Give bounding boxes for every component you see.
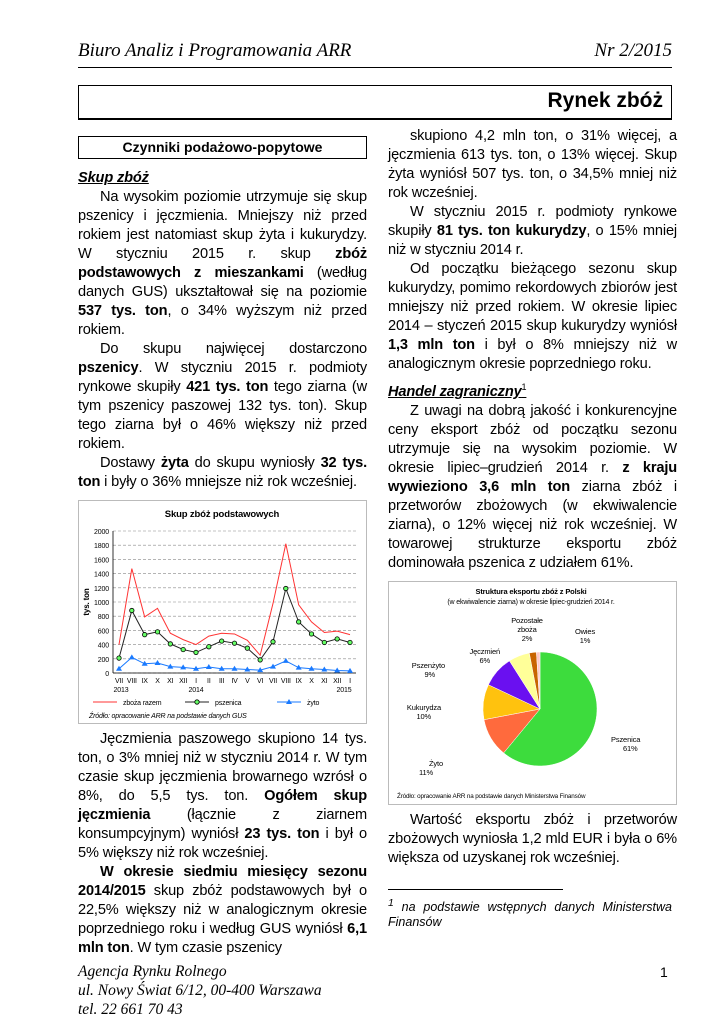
chart-source: Źródło: opracowanie ARR na podstawie danych Ministerstwa Finansów xyxy=(397,792,586,800)
paragraph xyxy=(388,402,677,573)
text: Do skupu najwięcej dostarczono xyxy=(100,341,367,357)
bold-text: 421 tys. ton xyxy=(186,379,269,395)
text: Jęczmienia paszowego skupiono 14 tys. ton, o 3% mniej niż w styczniu 2014 r. W tym czasie skup jęczmienia browarnego wzrósł o 8%, do 5,5 tys. ton. xyxy=(78,731,367,804)
footer-org: Agencja Rynku Rolnego xyxy=(78,963,227,980)
issue-number: Nr 2/2015 xyxy=(594,40,672,61)
text: Wartość eksportu zbóż i przetworów zbożowych wyniosła 1,2 mld EUR i była o 6% większa od uzyskanej rok wcześniej. xyxy=(388,811,677,866)
bold-text: 6,1 mln ton xyxy=(78,921,367,956)
slice-label: Żyto xyxy=(429,758,443,768)
chart-title: Struktura eksportu zbóż z Polski xyxy=(475,586,587,596)
x-tick-label: IV xyxy=(231,678,238,685)
data-point xyxy=(296,665,302,670)
data-point xyxy=(168,642,172,646)
title-box xyxy=(78,85,672,120)
slice-percent: 2% xyxy=(521,633,533,643)
paragraph xyxy=(78,730,367,863)
section-heading: Czynniki podażowo-popytowe xyxy=(78,136,367,159)
left-column xyxy=(78,136,367,958)
text: , o 34% wyższym niż przed rokiem. xyxy=(78,303,368,338)
legend-label: żyto xyxy=(307,700,320,707)
text: skupiono 4,2 mln ton, o 31% więcej, a jęczmienia 613 tys. ton, o 13% więcej. Skup żyta wyniósł 507 tys. ton, o 34,5% mniej niż rok wcześniej. xyxy=(388,128,677,201)
slice-label: Pszenżyto xyxy=(411,660,445,670)
footnote xyxy=(388,896,672,930)
y-tick-label: 400 xyxy=(97,642,109,650)
x-tick-label: XI xyxy=(167,678,174,685)
y-axis-label: tys. ton xyxy=(82,588,91,616)
slice-percent: 1% xyxy=(579,635,591,645)
x-tick-label: I xyxy=(349,678,351,685)
bold-text: zbóż podstawowych z mieszankami xyxy=(78,246,367,281)
y-tick-label: 200 xyxy=(97,656,109,664)
text: skup zbóż podstawowych był o 22,5% większy niż w analogicznym okresie poprzedniego roku i według GUS wyniósł xyxy=(78,883,367,937)
line-chart xyxy=(78,500,367,724)
data-point xyxy=(155,630,159,634)
data-point xyxy=(322,640,326,644)
text: do skupu wyniosły xyxy=(188,455,321,471)
bold-text: 23 tys. ton xyxy=(244,826,320,842)
paragraph xyxy=(78,863,367,958)
x-tick-label: I xyxy=(195,678,197,685)
data-point xyxy=(245,646,249,650)
slice-label: zboża xyxy=(517,624,537,634)
y-tick-label: 1600 xyxy=(94,557,109,565)
text: i był o 5% większy niż rok wcześniej. xyxy=(78,826,367,861)
x-tick-label: XI xyxy=(321,678,328,685)
page-number: 1 xyxy=(660,964,668,980)
slice-percent: 11% xyxy=(418,767,433,777)
text: Dostawy xyxy=(100,455,161,471)
text: Na wysokim poziomie utrzymuje się skup pszenicy i jęczmienia. Mniejszy niż przed rokiem jest natomiast skup żyta i kukurydzy. W styczniu 2015 r. skup xyxy=(78,189,367,262)
subheading-handel xyxy=(388,378,677,402)
slice-percent: 6% xyxy=(479,655,490,665)
legend-label: pszenica xyxy=(215,700,242,707)
data-point xyxy=(284,586,288,590)
footnote-text: na podstawie wstępnych danych Ministerstwa Finansów xyxy=(388,900,672,930)
pie-chart-svg xyxy=(389,582,674,804)
data-point xyxy=(309,632,313,636)
bold-text: Ogółem skup jęczmienia xyxy=(78,788,367,823)
data-point xyxy=(348,640,352,644)
y-tick-label: 1200 xyxy=(94,585,109,593)
legend-label: zboża razem xyxy=(123,700,162,707)
x-tick-label: IX xyxy=(141,678,148,685)
paragraph xyxy=(388,811,677,868)
paragraph xyxy=(388,203,677,260)
footnote-rule xyxy=(388,889,563,890)
x-tick-label: II xyxy=(207,678,211,685)
slice-percent: 9% xyxy=(424,669,435,679)
data-point xyxy=(296,620,300,624)
bold-text: W okresie siedmiu miesięcy sezonu 2014/2015 xyxy=(78,864,367,899)
y-tick-label: 0 xyxy=(105,671,109,678)
data-point xyxy=(271,640,275,644)
data-point xyxy=(219,639,223,643)
slice-label: Jęczmień xyxy=(469,646,500,656)
text: Od początku bieżącego sezonu skup kukurydzy, pomimo rekordowych zbiorów jest mniejszy niż przed rokiem. W okresie lipiec 2014 – styczeń 2015 skup kukurydzy wyniósł xyxy=(388,261,677,334)
slice-percent: 10% xyxy=(416,711,431,721)
data-point xyxy=(117,656,121,660)
data-point xyxy=(142,632,146,636)
x-tick-label: VII xyxy=(268,678,278,685)
x-tick-label: III xyxy=(218,678,225,685)
bold-text: 81 tys. ton kukurydzy xyxy=(436,223,587,239)
footer-address xyxy=(78,962,322,1019)
x-tick-label: VIII xyxy=(126,678,137,685)
year-label: 2014 xyxy=(188,687,204,694)
x-tick-label: VII xyxy=(114,678,124,685)
slice-label: Pszenica xyxy=(611,734,641,744)
bold-text: 32 tys. ton xyxy=(78,455,367,490)
paragraph xyxy=(388,127,677,203)
bold-text: 1,3 mln ton xyxy=(388,337,475,353)
chart-title: Skup zbóż podstawowych xyxy=(164,509,280,520)
x-tick-label: XII xyxy=(179,678,188,685)
bold-text: 537 tys. ton xyxy=(78,303,168,319)
bold-text: z kraju wywieziono 3,6 mln ton xyxy=(388,459,677,495)
paragraph xyxy=(388,260,677,374)
text: (według danych GUS) ukształtował się na poziomie xyxy=(78,265,367,300)
text: ziarna zbóż i przetworów zbożowych (w ekwiwalencie ziarna), o 12% więcej niż rok wcześniej. W towarowej strukturze eksportu zbóż dominowała pszenica z udziałem 61%. xyxy=(388,478,677,571)
y-tick-label: 1800 xyxy=(94,543,109,551)
bold-text: żyta xyxy=(160,455,189,471)
footnote-number: 1 xyxy=(388,898,394,909)
footer-phone: tel. 22 661 70 43 xyxy=(78,1001,183,1018)
data-point xyxy=(232,666,238,671)
x-tick-label: XII xyxy=(333,678,342,685)
data-point xyxy=(232,641,236,645)
year-label: 2015 xyxy=(336,687,352,694)
data-point xyxy=(155,660,161,665)
y-tick-label: 600 xyxy=(97,628,109,636)
series-line-0 xyxy=(119,544,350,655)
text: Z uwagi na dobrą jakość i konkurencyjne ceny eksport zbóż od początku sezonu utrzymuje się na wysokim poziomie. W okresie lipiec–grudzień 2014 r. xyxy=(388,402,677,476)
data-point xyxy=(207,645,211,649)
data-point xyxy=(130,608,134,612)
data-point xyxy=(194,650,198,654)
text: i były o 36% mniejsze niż rok wcześniej. xyxy=(100,474,357,490)
paragraph xyxy=(78,340,367,454)
y-tick-label: 800 xyxy=(97,614,109,622)
slice-percent: 61% xyxy=(623,743,638,753)
x-tick-label: VI xyxy=(257,678,264,685)
footnote-ref[interactable]: 1 xyxy=(521,382,527,392)
pie-chart xyxy=(388,581,677,805)
subheading-text: Handel zagraniczny xyxy=(388,383,522,400)
footer-street: ul. Nowy Świat 6/12, 00-400 Warszawa xyxy=(78,982,322,999)
header-left: Biuro Analiz i Programowania ARR xyxy=(78,40,352,61)
legend-marker xyxy=(195,700,199,704)
y-tick-label: 1000 xyxy=(94,600,109,607)
data-point xyxy=(129,654,135,659)
slice-label: Kukurydza xyxy=(406,702,441,712)
x-tick-label: VIII xyxy=(280,678,291,685)
series-line-1 xyxy=(119,589,350,660)
data-point xyxy=(335,637,339,641)
x-tick-label: V xyxy=(245,678,250,685)
subheading-skup: Skup zbóż xyxy=(78,170,149,186)
year-label: 2013 xyxy=(113,687,129,694)
slice-label: Pozostałe xyxy=(511,615,543,625)
right-column xyxy=(388,127,677,868)
data-point xyxy=(181,647,185,651)
paragraph xyxy=(78,188,367,340)
page-title: Rynek zbóż xyxy=(547,89,663,112)
x-tick-label: X xyxy=(155,678,160,685)
text: . W tym czasie pszenicy xyxy=(129,940,282,956)
data-point xyxy=(258,658,262,662)
bold-text: pszenicy xyxy=(78,360,139,376)
x-tick-label: IX xyxy=(295,678,302,685)
line-chart-svg xyxy=(79,501,366,723)
chart-source: Źródło: opracowanie ARR na podstawie danych GUS xyxy=(89,713,247,720)
header-rule xyxy=(78,67,672,68)
slice-label: Owies xyxy=(574,626,596,636)
chart-subtitle: (w ekwiwalencie ziarna) w okresie lipiec-grudzień 2014 r. xyxy=(447,598,615,606)
text: , o 15% mniej niż w styczniu 2014 r. xyxy=(388,223,678,258)
text: W styczniu 2015 r. podmioty rynkowe skupiły xyxy=(388,204,677,239)
y-tick-label: 2000 xyxy=(94,529,109,536)
text: (łącznie z ziarnem konsumpcyjnym) wyniósł xyxy=(78,807,367,842)
data-point xyxy=(206,664,212,669)
y-tick-label: 1400 xyxy=(94,571,109,579)
text: . W styczniu 2015 r. podmioty rynkowe skupiły xyxy=(78,360,367,395)
text: tego ziarna (w tym pszenicy paszowej 132 tys. ton). Skup tego ziarna był o 46% większy niż przed rokiem. xyxy=(78,379,367,452)
paragraph xyxy=(78,454,367,492)
x-tick-label: X xyxy=(309,678,314,685)
text: i był o 8% mniejszy niż w analogicznym okresie poprzedniego roku. xyxy=(388,337,677,372)
running-header xyxy=(78,40,672,62)
